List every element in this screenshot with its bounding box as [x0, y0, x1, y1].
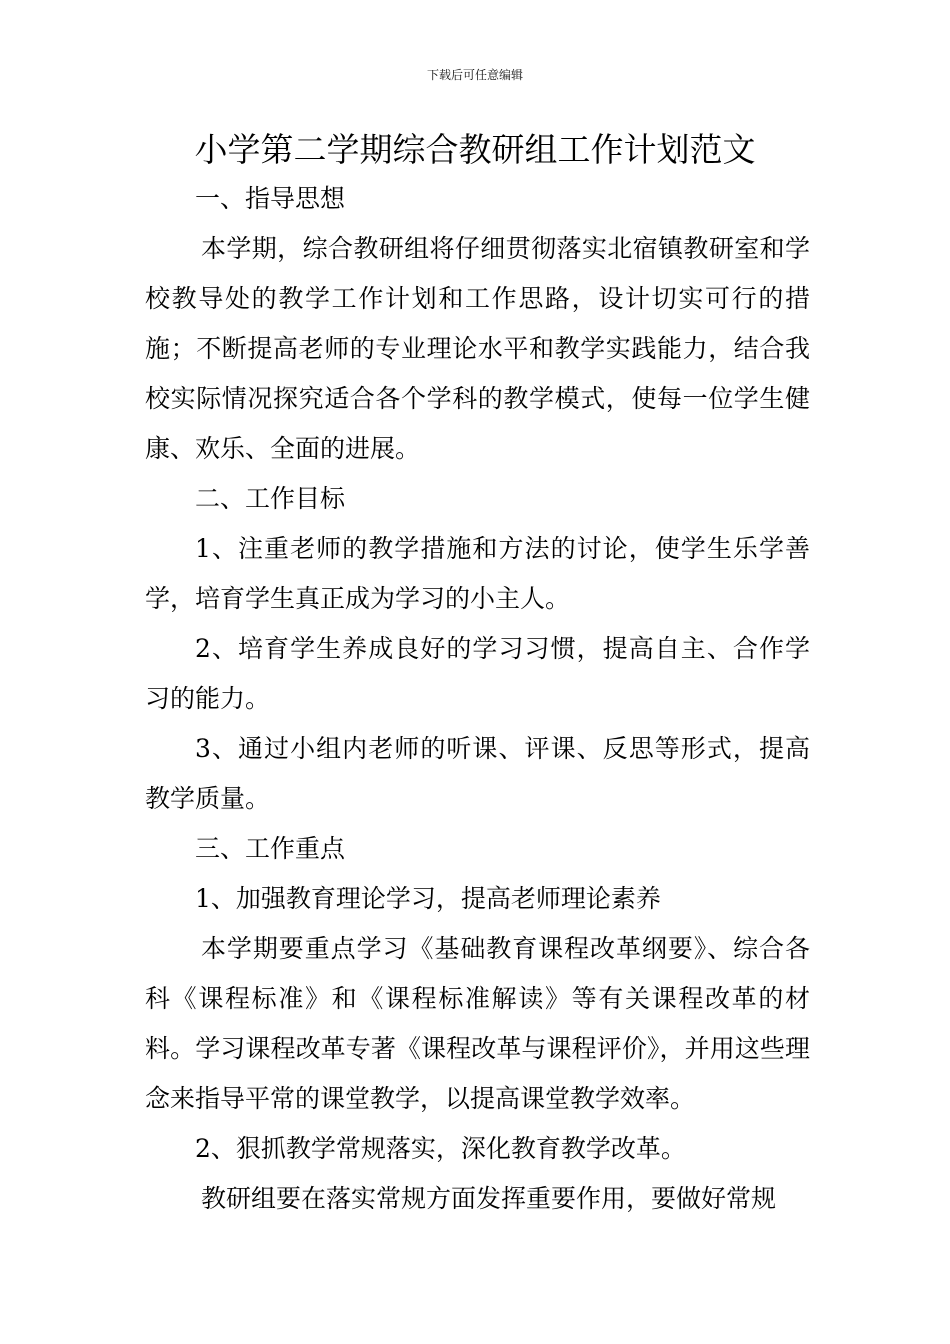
subsection-heading: 2、狠抓教学常规落实，深化教育教学改革。 [195, 1134, 686, 1163]
paragraph: 本学期，综合教研组将仔细贯彻落实北宿镇教研室和学校教导处的教学工作计划和工作思路，设计切实可行的措施；不断提高老师的专业理论水平和教学实践能力，结合我校实际情况探究适合各个学科的教学模式，使每一位学生健康、欢乐、全面的进展。 [145, 234, 810, 463]
section-heading: 二、工作目标 [195, 484, 346, 513]
document-title: 小学第二学期综合教研组工作计划范文 [194, 130, 756, 169]
section-heading: 三、工作重点 [195, 834, 346, 863]
header-note: 下载后可任意编辑 [426, 68, 523, 82]
paragraph: 本学期要重点学习《基础教育课程改革纲要》、综合各科《课程标准》和《课程标准解读》等有关课程改革的材料。学习课程改革专著《课程改革与课程评价》，并用这些理念来指导平常的课堂教学，以提高课堂教学效率。 [145, 934, 810, 1113]
document-body [145, 174, 810, 1224]
list-item: 2、培育学生养成良好的学习习惯，提高自主、合作学习的能力。 [145, 634, 810, 713]
list-item: 3、通过小组内老师的听课、评课、反思等形式，提高教学质量。 [145, 734, 810, 813]
section-heading: 一、指导思想 [195, 184, 346, 213]
subsection-heading: 1、加强教育理论学习，提高老师理论素养 [195, 884, 661, 913]
list-item: 1、注重老师的教学措施和方法的讨论，使学生乐学善学，培育学生真正成为学习的小主人。 [145, 534, 810, 613]
paragraph: 教研组要在落实常规方面发挥重要作用，要做好常规 [201, 1184, 777, 1213]
